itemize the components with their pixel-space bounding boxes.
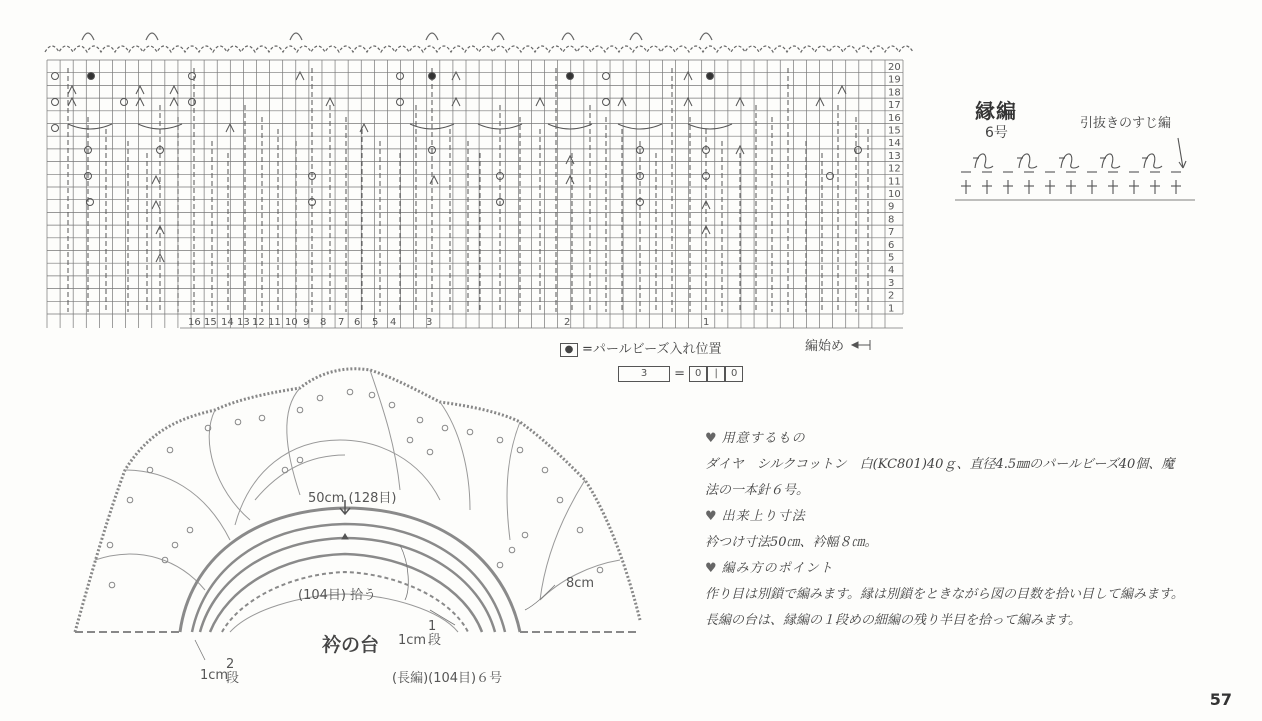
bead-dot <box>567 73 574 80</box>
eyelet-hole <box>497 562 503 568</box>
stitch-number: 6 <box>354 317 361 328</box>
stitch-mark <box>326 98 334 106</box>
edge-pattern-symbols <box>955 138 1195 200</box>
chain-circle <box>52 99 59 106</box>
stitch-mark <box>152 201 160 209</box>
bead-legend-text: =パールビーズ入れ位置 <box>582 342 722 357</box>
stitch-number: 1 <box>703 317 710 328</box>
edge-height-label: 1cm <box>200 668 229 683</box>
eyelet-hole <box>497 437 503 443</box>
row-number: 10 <box>888 189 901 200</box>
picot-loop <box>1061 154 1079 168</box>
heart-icon: ♥ <box>705 509 718 524</box>
stitch-number: 11 <box>268 317 281 328</box>
stitch-mark <box>430 176 438 184</box>
equivalence-left-cell: 3 <box>618 366 670 382</box>
materials-heading: ♥ 用意するもの <box>705 431 806 446</box>
page-number: 57 <box>1209 690 1232 709</box>
stitch-number: 14 <box>221 317 234 328</box>
picot-loop <box>82 33 94 40</box>
instructions-block <box>705 426 1185 634</box>
stitch-mark <box>736 98 744 106</box>
edge-rows-label: 2段 <box>226 657 240 686</box>
equivalence-legend <box>618 366 743 382</box>
base-height-label: 1cm <box>398 633 427 648</box>
picot-loop <box>700 33 712 40</box>
materials-text: ダイヤ シルクコットン 白(KC801)40ｇ、直径4.5㎜のパールビーズ40個、魔法の一本針６号。 <box>705 457 1175 498</box>
row-number: 15 <box>888 125 901 137</box>
picot-loop <box>290 33 302 40</box>
eyelet-hole <box>167 447 173 453</box>
eyelet-hole <box>597 567 603 573</box>
row-number: 17 <box>888 100 901 112</box>
equivalence-right-cell-a: 0 <box>689 366 707 382</box>
equivalence-sign: = <box>674 366 686 382</box>
row-number: 4 <box>888 265 895 277</box>
bead-dot <box>429 73 436 80</box>
row-number: 9 <box>888 201 895 213</box>
stitch-mark <box>684 72 692 80</box>
row-number: 1 <box>888 303 895 315</box>
eyelet-hole <box>317 395 323 401</box>
chain-circle <box>397 99 404 106</box>
eyelet-hole <box>235 419 241 425</box>
row-number: 6 <box>888 239 895 251</box>
stitch-number: 4 <box>390 317 397 328</box>
edge-pattern-needle: 6号 <box>985 125 1008 141</box>
eyelet-hole <box>347 389 353 395</box>
row-number: 3 <box>888 277 895 289</box>
collar-base-title: 衿の台 <box>322 634 380 656</box>
picot-loop <box>1019 154 1037 168</box>
stitch-number: 2 <box>564 317 571 328</box>
stitch-mark <box>136 86 144 94</box>
eyelet-hole <box>442 425 448 431</box>
stitch-number: 7 <box>338 317 345 328</box>
points-heading: ♥ 編み方のポイント <box>705 561 834 576</box>
chain-circle <box>603 99 610 106</box>
chain-circle <box>121 99 128 106</box>
row-number: 14 <box>888 138 901 150</box>
stitch-mark <box>68 86 76 94</box>
stitch-group <box>548 124 592 129</box>
stitch-mark <box>152 176 160 184</box>
collar-pickup-label: (104目) 拾う <box>298 588 377 603</box>
eyelet-hole <box>427 449 433 455</box>
stitch-mark <box>838 86 846 94</box>
chain-circle <box>52 73 59 80</box>
eyelet-hole <box>107 542 113 548</box>
stitch-number: 3 <box>426 317 433 328</box>
heart-icon: ♥ <box>705 431 718 446</box>
stitch-mark <box>170 98 178 106</box>
eyelet-hole <box>417 417 423 423</box>
row-number: 8 <box>888 214 895 226</box>
eyelet-hole <box>282 467 288 473</box>
start-label: 編始め <box>805 339 845 354</box>
stitch-mark <box>170 86 178 94</box>
stitch-mark <box>816 98 824 106</box>
stitch-mark <box>536 98 544 106</box>
row-number: 5 <box>888 252 895 264</box>
row-number: 20 <box>888 62 901 73</box>
picot-loop <box>1144 154 1162 168</box>
chain-circle <box>603 73 610 80</box>
eyelet-hole <box>172 542 178 548</box>
bead-legend <box>560 338 721 357</box>
stitch-number: 16 <box>188 317 201 328</box>
row-number: 12 <box>888 163 901 175</box>
eyelet-hole <box>259 415 265 421</box>
stitch-number: 10 <box>285 317 298 328</box>
eyelet-hole <box>577 527 583 533</box>
picot-loop <box>630 33 642 40</box>
row-number: 13 <box>888 150 901 162</box>
picot-loop <box>562 33 574 40</box>
equivalence-middle-cell: | <box>707 366 725 382</box>
heart-icon: ♥ <box>705 561 718 576</box>
equivalence-right-cell-b: 0 <box>725 366 743 382</box>
picot-loop <box>1102 154 1120 168</box>
collar-diagram <box>75 369 640 660</box>
stitch-number: 12 <box>252 317 265 328</box>
stitch-numbers <box>188 317 709 328</box>
stitch-number: 13 <box>237 317 250 328</box>
stitch-number: 9 <box>303 317 310 328</box>
stitch-mark <box>566 156 574 164</box>
collar-width-label: 50cm (128目) <box>308 491 397 506</box>
start-arrow-icon <box>852 340 870 350</box>
collar-side-label: 8cm <box>566 576 595 591</box>
stitch-group <box>688 124 732 129</box>
eyelet-hole <box>522 532 528 538</box>
picot-loop <box>492 33 504 40</box>
picot-loop <box>146 33 158 40</box>
picot-loop <box>426 33 438 40</box>
eyelet-hole <box>467 429 473 435</box>
bead-dot <box>707 73 714 80</box>
eyelet-hole <box>407 437 413 443</box>
stitch-group <box>618 124 662 129</box>
eyelet-hole <box>517 447 523 453</box>
eyelet-hole <box>297 407 303 413</box>
eyelet-hole <box>297 457 303 463</box>
row-number: 16 <box>888 112 901 124</box>
size-heading: ♥ 出来上り寸法 <box>705 509 806 524</box>
picot-loop <box>975 154 993 168</box>
chain-circle <box>52 125 59 132</box>
eyelet-hole <box>187 527 193 533</box>
stitch-mark <box>684 98 692 106</box>
eyelet-hole <box>389 402 395 408</box>
size-text: 衿つけ寸法50㎝、衿幅８㎝。 <box>705 535 878 550</box>
stitch-mark <box>296 72 304 80</box>
bead-dot <box>88 73 95 80</box>
row-number: 2 <box>888 290 895 302</box>
base-rows-label: 1段 <box>428 619 442 648</box>
chart-top-crochet-edge <box>45 33 913 52</box>
slip-stitch-label: 引抜きのすじ編 <box>1080 116 1172 131</box>
chain-circle <box>397 73 404 80</box>
bead-icon: ● <box>560 343 578 357</box>
points-text: 作り目は別鎖で編みます。縁は別鎖をときながら図の目数を拾い目して編みます。長編の台は、縁編の１段めの細編の残り半目を拾って編みます。 <box>705 587 1184 628</box>
row-number: 11 <box>888 176 901 188</box>
top-scallop-edge <box>45 46 913 52</box>
eyelet-hole <box>542 467 548 473</box>
eyelet-hole <box>109 582 115 588</box>
stitch-number: 15 <box>204 317 217 328</box>
stitch-number: 5 <box>372 317 379 328</box>
stitch-number: 8 <box>320 317 327 328</box>
stitch-group <box>68 124 112 129</box>
row-number: 19 <box>888 74 901 86</box>
stitch-mark <box>136 98 144 106</box>
stitch-mark <box>618 98 626 106</box>
row-numbers <box>888 62 901 314</box>
eyelet-hole <box>369 392 375 398</box>
eyelet-hole <box>147 467 153 473</box>
row-number: 18 <box>888 87 901 99</box>
eyelet-hole <box>509 547 515 553</box>
stitch-mark <box>736 146 744 154</box>
stitch-mark <box>566 176 574 184</box>
eyelet-hole <box>557 497 563 503</box>
row-number: 7 <box>888 227 895 239</box>
eyelet-hole <box>127 497 133 503</box>
edge-pattern-title: 縁編 <box>975 99 1017 123</box>
chart-stitch-symbols <box>52 68 869 312</box>
stitch-mark <box>68 98 76 106</box>
base-note-label: (長編)(104目)６号 <box>392 671 503 686</box>
